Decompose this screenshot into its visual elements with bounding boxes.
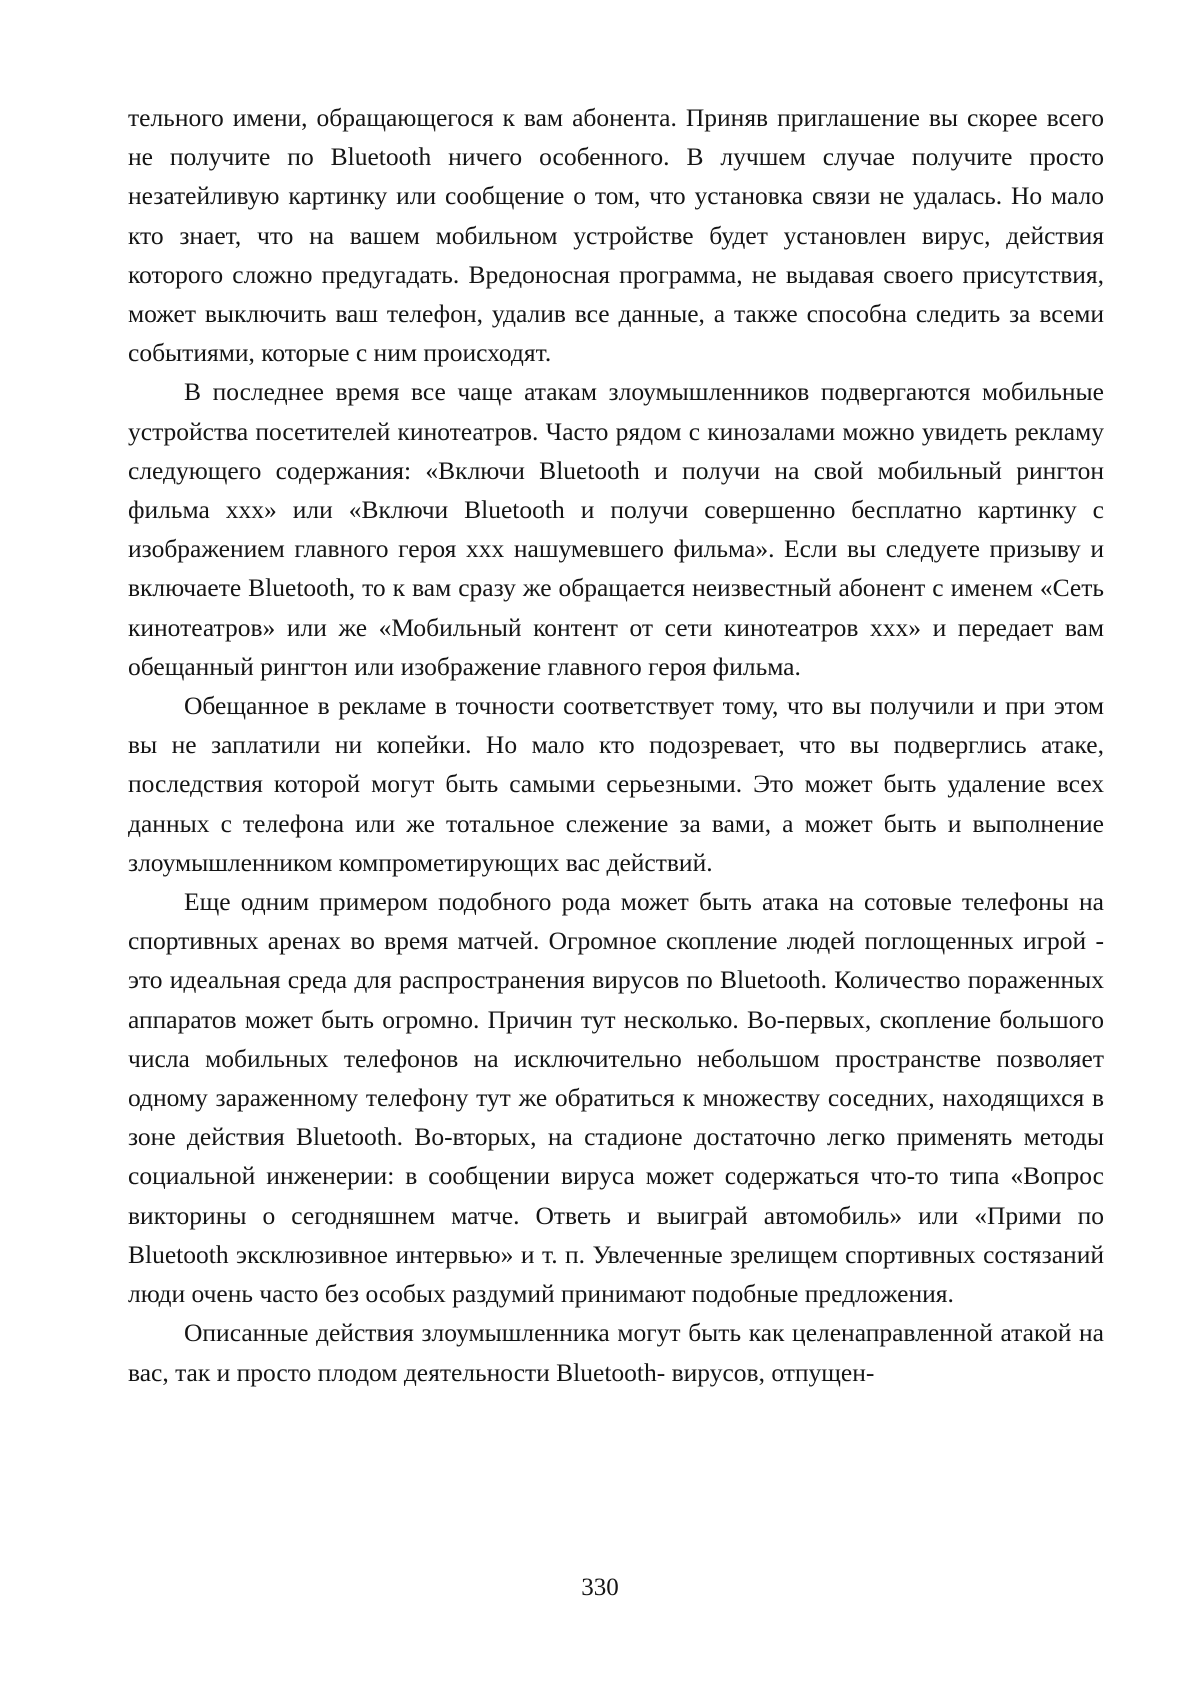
body-text: [128, 98, 1104, 1392]
page-number: 330: [581, 1574, 619, 1601]
paragraph-3: Обещанное в рекламе в точности соответствует тому, что вы получили и при этом вы не заплатили ни копейки. Но мало кто подозревает, что вы подверглись атаке, последствия которой могут быть самыми серьезными. Это может быть удаление всех данных с телефона или же тотальное слежение за вами, а может быть и выполнение злоумышленником компрометирующих вас действий.: [128, 691, 1104, 877]
paragraph-2: В последнее время все чаще атакам злоумышленников подвергаются мобильные устройства посетителей кинотеатров. Часто рядом с кинозалами можно увидеть рекламу следующего содержания: «Включи Bluetooth и получи на свой мобильный рингтон фильма ххх» или «Включи Bluetooth и получи совершенно бесплатно картинку с изображением главного героя ххх нашумевшего фильма». Если вы следуете призыву и включаете Bluetooth, то к вам сразу же обращается неизвестный абонент с именем «Сеть кинотеатров» или же «Мобильный контент от сети кинотеатров ххх» и передает вам обещанный рингтон или изображение главного героя фильма.: [128, 377, 1104, 681]
paragraph-1: тельного имени, обращающегося к вам абонента. Приняв приглашение вы скорее всего не получите по Bluetooth ничего особенного. В лучшем случае получите просто незатейливую картинку или сообщение о том, что установка связи не удалась. Но мало кто знает, что на вашем мобильном устройстве будет установлен вирус, действия которого сложно предугадать. Вредоносная программа, не выдавая своего присутствия, может выключить ваш телефон, удалив все данные, а также способна следить за всеми событиями, которые с ним происходят.: [128, 103, 1104, 368]
paragraph-5: Описанные действия злоумышленника могут быть как целенаправленной атакой на вас, так и просто плодом деятельности Bluetooth- вирусов, отпущен-: [128, 1318, 1104, 1387]
paragraph-4: Еще одним примером подобного рода может быть атака на сотовые телефоны на спортивных аренах во время матчей. Огромное скопление людей поглощенных игрой - это идеальная среда для распространения вирусов по Bluetooth. Количество пораженных аппаратов может быть огромно. Причин тут несколько. Во-первых, скопление большого числа мобильных телефонов на исключительно небольшом пространстве позволяет одному зараженному телефону тут же обратиться к множеству соседних, находящихся в зоне действия Bluetooth. Во-вторых, на стадионе достаточно легко применять методы социальной инженерии: в сообщении вируса может содержаться что-то типа «Вопрос викторины о сегодняшнем матче. Ответь и выиграй автомобиль» или «Прими по Bluetooth эксклюзивное интервью» и т. п. Увлеченные зрелищем спортивных состязаний люди очень часто без особых раздумий принимают подобные предложения.: [128, 887, 1104, 1309]
